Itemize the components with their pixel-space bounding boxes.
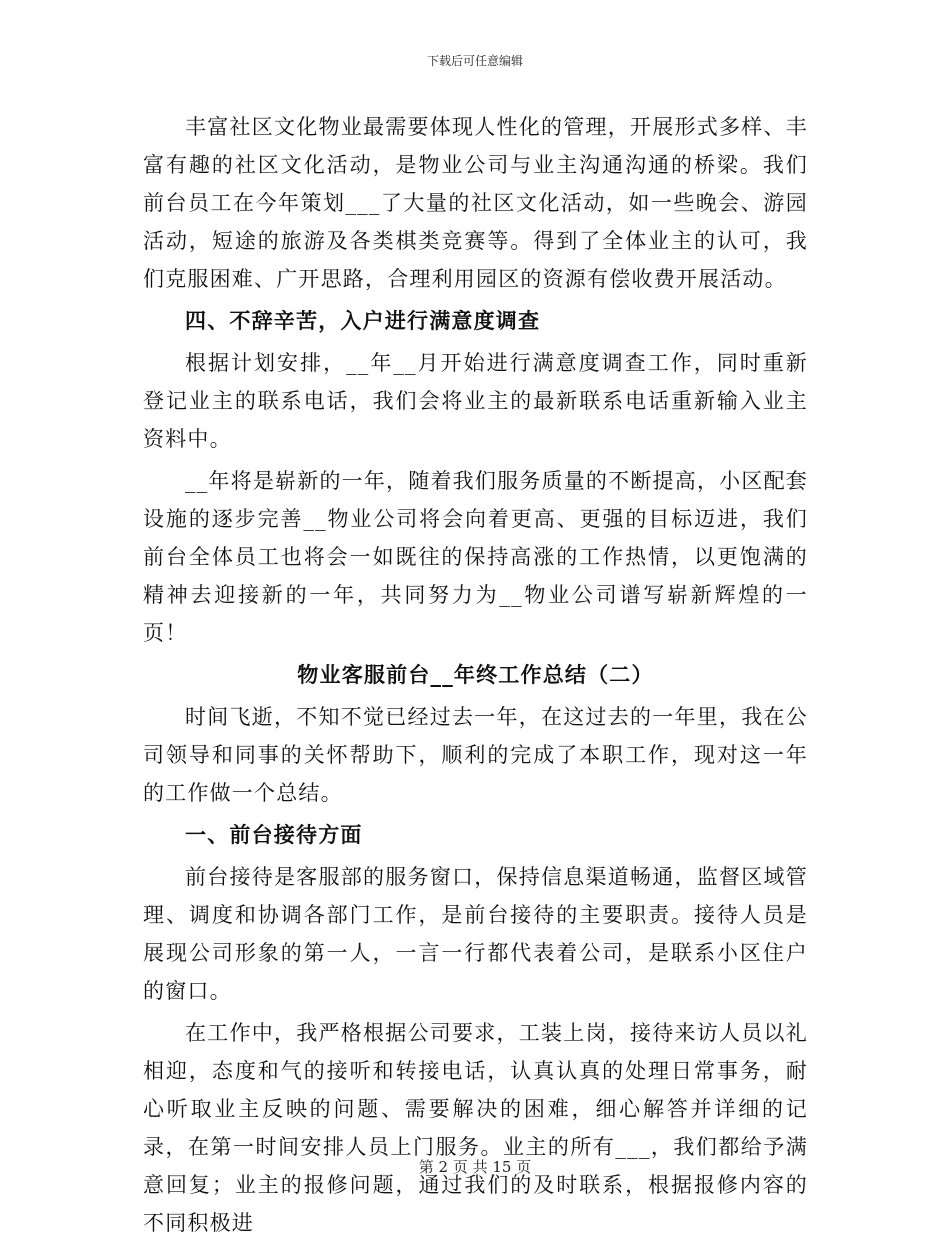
document-body <box>143 108 808 1246</box>
page-header-note: 下载后可任意编辑 <box>426 54 523 68</box>
page-number: 第 2 页 共 15 页 <box>418 1158 532 1176</box>
paragraph-reception-work: 在工作中，我严格根据公司要求，工装上岗，接待来访人员以礼相迎，态度和气的接听和转接电话，认真认真的处理日常事务，耐心听取业主反映的问题、需要解决的困难，细心解答并详细的记录，在第一时间安排人员上门服务。业主的所有___，我们都给予满意回复；业主的报修问题，通过我们的及时联系，根据报修内容的不同积极进 <box>143 1021 808 1235</box>
paragraph-community-culture: 丰富社区文化物业最需要体现人性化的管理，开展形式多样、丰富有趣的社区文化活动，是物业公司与业主沟通沟通的桥梁。我们前台员工在今年策划___了大量的社区文化活动，如一些晚会、游园活动，短途的旅游及各类棋类竞赛等。得到了全体业主的认可，我们克服困难、广开思路，合理利用园区的资源有偿收费开展活动。 <box>143 115 808 291</box>
paragraph-new-year: __年将是崭新的一年，随着我们服务质量的不断提高，小区配套设施的逐步完善__物业公司将会向着更高、更强的目标迈进，我们前台全体员工也将会一如既往的保持高涨的工作热情，以更饱满的精神去迎接新的一年，共同努力为__物业公司谱写崭新辉煌的一页！ <box>143 469 808 645</box>
paragraph-reception-role: 前台接待是客服部的服务窗口，保持信息渠道畅通，监督区域管理、调度和协调各部门工作，是前台接待的主要职责。接待人员是展现公司形象的第一人，一言一行都代表着公司，是联系小区住户的窗口。 <box>143 865 808 1003</box>
section-heading-4: 四、不辞辛苦，入户进行满意度调查 <box>185 308 541 333</box>
document-title-2: 物业客服前台__年终工作总结（二） <box>297 662 654 687</box>
paragraph-intro: 时间飞逝，不知不觉已经过去一年，在这过去的一年里，我在公司领导和同事的关怀帮助下，顺利的完成了本职工作，现对这一年的工作做一个总结。 <box>143 705 808 805</box>
paragraph-survey-plan: 根据计划安排，__年__月开始进行满意度调查工作，同时重新登记业主的联系电话，我们会将业主的最新联系电话重新输入业主资料中。 <box>143 351 808 451</box>
section-heading-1: 一、前台接待方面 <box>185 822 363 847</box>
